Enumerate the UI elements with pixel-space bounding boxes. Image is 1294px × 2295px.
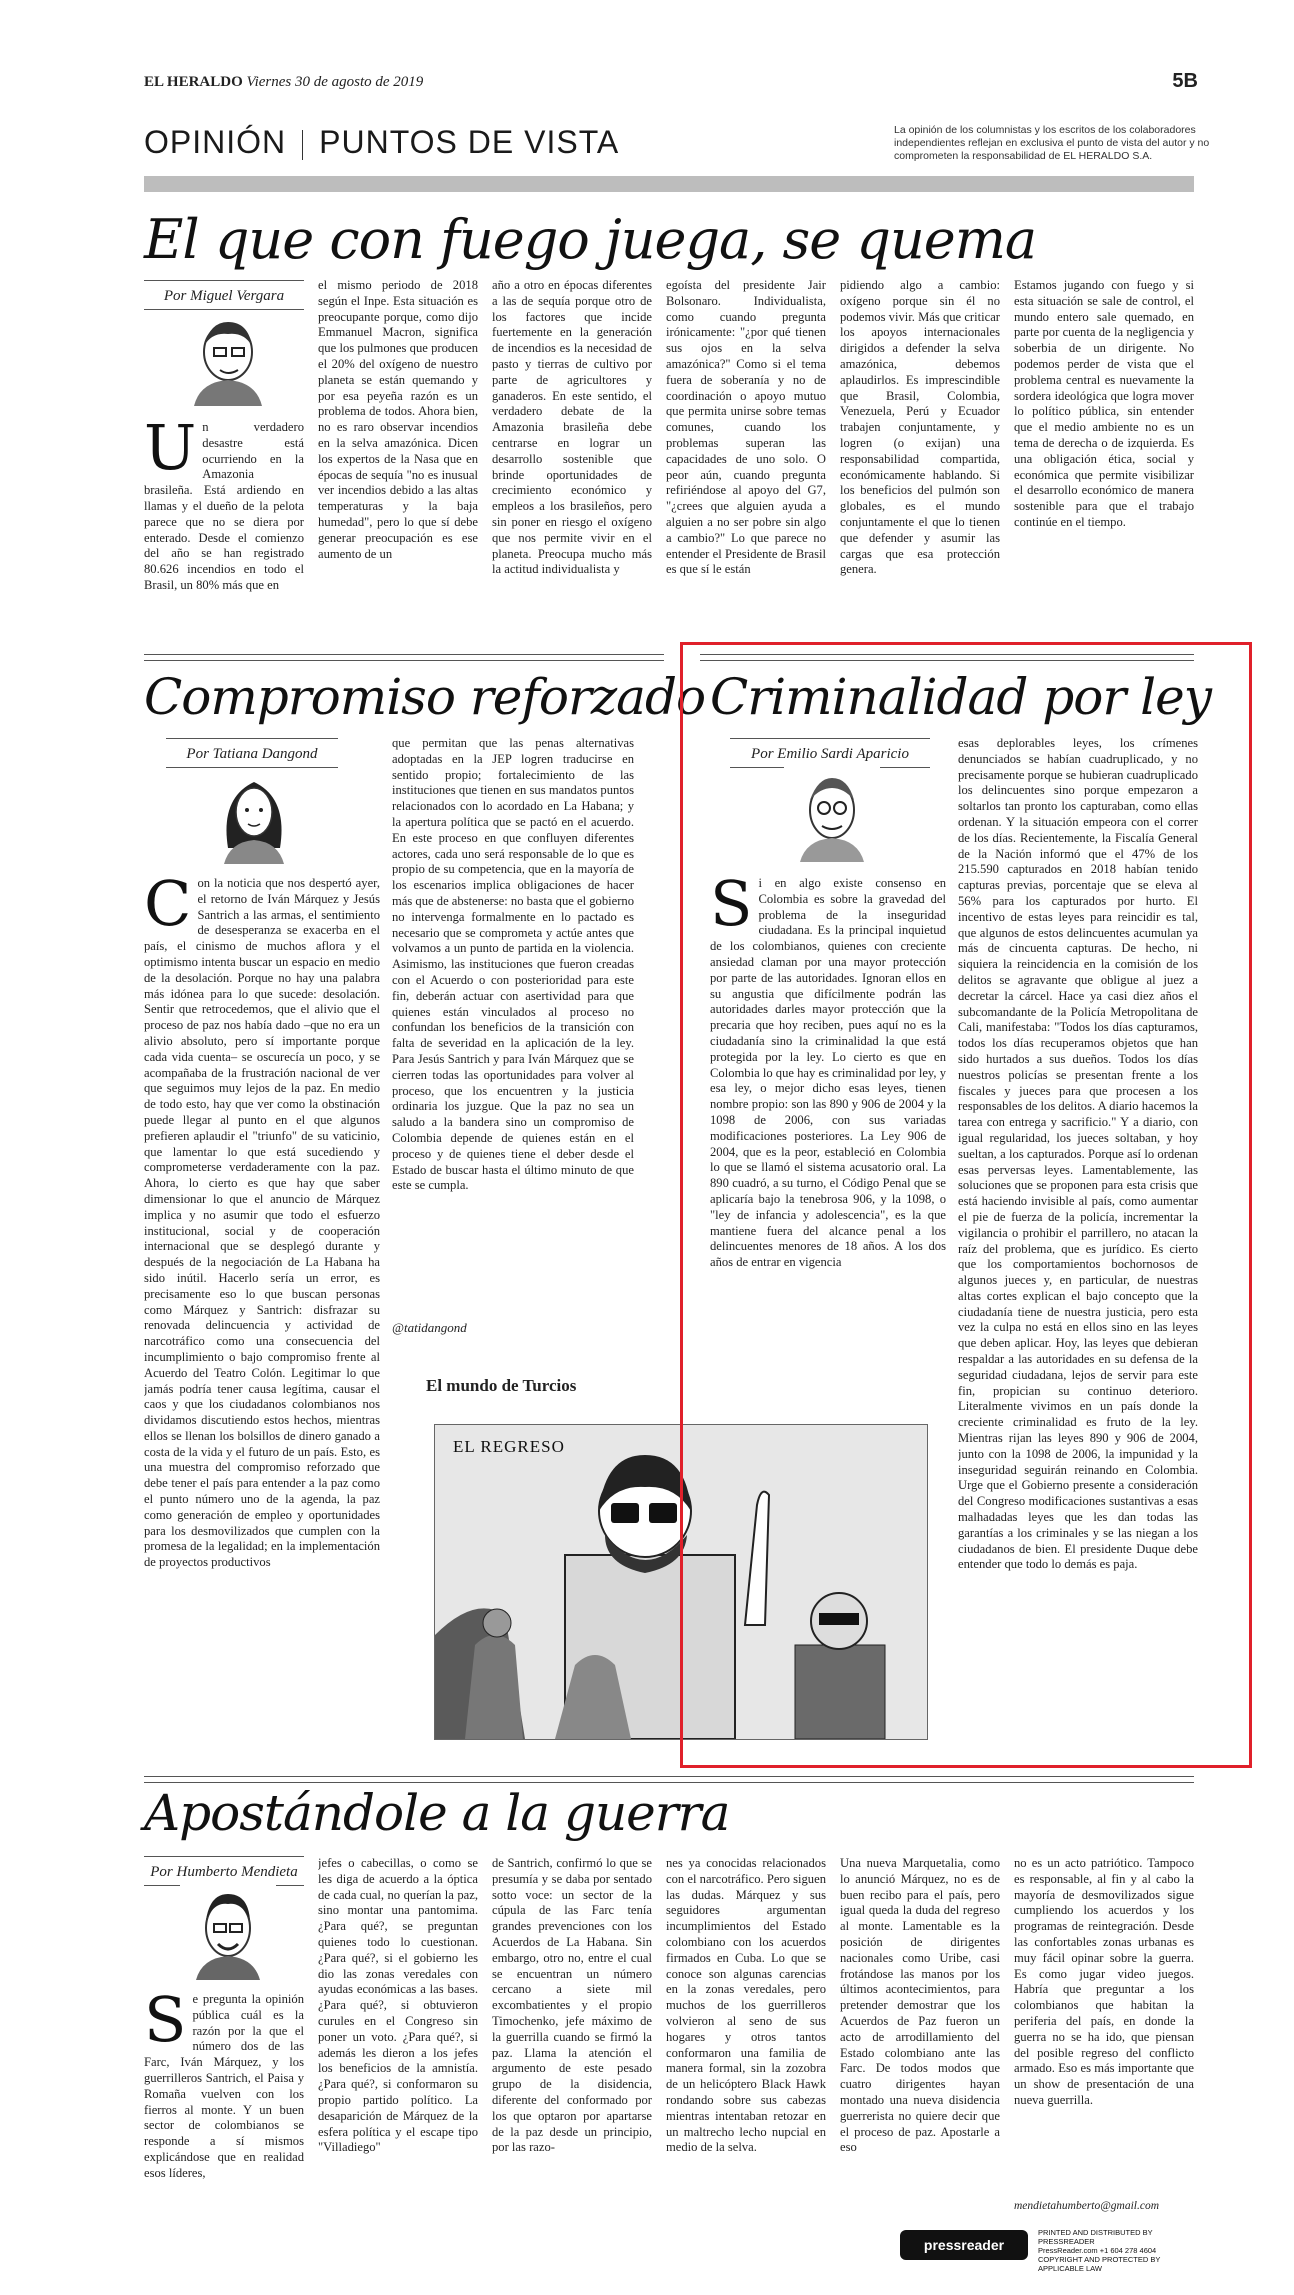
article4-column-1: [144, 1992, 304, 2218]
pressreader-logo: pressreader: [900, 2230, 1028, 2260]
article4-title: Apostándole a la guerra: [144, 1784, 730, 1842]
section-heading: [144, 124, 619, 161]
article4-byline-box: [144, 1856, 304, 1886]
article2-col1-text: on la noticia que nos despertó ayer, el retorno de Iván Márquez y Jesús Santrich a las armas, el sentimiento de desesperanza se exacerba en el país, el cinismo de muchos aflora y el optimismo intenta buscar un espacio en medio de la desolación. Porque no hay una palabra más idónea para lo que sucede: desolación. Sentir que retrocedemos, que el alivio que el proceso de paz nos había dado –que no era un alivio absoluto, pero sí importante porque cada vida cuenta– se oscurecía un poco, y se acompañaba de la frustración nacional de ver que seguimos muy lejos de la paz. En medio de todo esto, hay que ver como la obstinación puede llegar al punto en el que algunos prefieren aplaudir el "triunfo" de su vaticinio, que lamentar lo que está sucediendo y comprometerse verdaderamente con la paz. Ahora, lo cierto es que hay que saber dimensionar lo que el anuncio de Márquez implica y no asumir que todo el esfuerzo institucional, social y de cooperación internacional que se desplegó durante y después de la negociación de La Habana ha sido inútil. Hacerlo sería un error, es precisamente eso lo que buscan personas como Márquez y Santrich: disfrazar su renovada delincuencia y actividad de narcotráfico como una consecuencia del incumplimiento o bajo compromiso frente al Acuerdo del Teatro Colón. Legitimar lo que jamás podría tener causa legítima, causar el caos y que los ciudadanos colombianos nos dividamos discutiendo estos hechos, mientras ellos se llenan los bolsillos de dinero ganado a costa de la vida y el futuro de un país. Esto, es una muestra del compromiso reforzado que debe tener el país para entender a la paz como el punto número uno de la agenda, la paz como generación de empleo y oportunidades para los desmovilizados que cumplen con la promesa de la legalidad; en la implementación de proyectos productivos: [144, 876, 380, 1570]
header-bar: [144, 176, 1194, 192]
portrait-miguel-vergara: [180, 310, 276, 406]
article4-byline: Por Humberto Mendieta: [150, 1864, 298, 1880]
section-divider: [302, 130, 303, 160]
article2-column-2: que permitan que las penas alternativas adoptadas en la JEP logren traducirse en sentido propio; fortalecimiento de las instituciones que tienen en sus mandatos puntos relacionados con lo acordado en La Habana; y la apertura política que se pactó en el acuerdo. En este proceso en que confluyen diferentes actores, cada uno será responsable de lo que es propio de su competencia, que en la mayoría de los escenarios implica obligaciones de hacer más que de abstenerse: no basta que el gobierno no intervenga formalmente en lo pactado es necesario que se comprometa y actúe antes que volvamos a un punto de partida en la violencia. Asimismo, las instituciones que fueron creadas con el Acuerdo o con posterioridad para este fin, deberán actuar con asertividad para que quienes están vinculados al proceso no confundan los beneficios de la transición con falta de severidad en la aplicación de la ley. Para Jesús Santrich y para Iván Márquez que se cierren todas las oportunidades para volver al proceso, que los encuentren y la justicia ordinaria los juzgue. Que la paz no sea un saludo a la bandera sino un compromiso de Colombia depende de quienes están en el proceso y de quienes tiene el deber desde el Estado de buscar hasta el último minuto de que este se cumpla.: [392, 736, 634, 1193]
highlight-box: [680, 642, 1252, 1768]
pressreader-line2: PressReader.com +1 604 278 4604: [1038, 2246, 1157, 2255]
article4-col1-text: e pregunta la opinión pública cuál es la razón por la que el número dos de las Farc, Iván Márquez, y los guerrilleros Santrich, el Paisa y Romaña vuelven con los fierros al monte. Y un buen sector de colombianos se responde a sí mismos explicándose que en realidad esos líderes,: [144, 1992, 304, 2180]
article3-dropcap: S: [710, 876, 753, 940]
article2-dropcap: C: [144, 876, 192, 940]
pressreader-notice: [1038, 2228, 1198, 2273]
article4-email: mendietahumberto@gmail.com: [1014, 2200, 1160, 2212]
article3-title: Criminalidad por ley: [710, 668, 1211, 726]
article3-column-2: esas deplorables leyes, los crímenes denunciados se habían cuadruplicado, y no precisamente porque se hubieran cuadruplicado los delincuentes sino porque empezaron a soltarlos tan pronto los capturaban, como ellas ordenan. Y la situación empeora con el correr de los días. Recientemente, la Fiscalía General de la Nación informó que el 47% de los 215.590 capturados en 2018 habían tenido capturas previas, porcentaje que se eleva al 56% para los capturados por hurto. El incentivo de estas leyes para reincidir es tal, que algunos de estos delincuentes acumulan ya más de cincuenta capturas. De hecho, ni siquiera la reincidencia en la comisión de los delitos se agravante que obligue al juez a decretar la cárcel. Hace ya casi diez años el subcomandante de la Policía Metropolitana de Cali, manifestaba: "Todos los días capturamos, todos los días recuperamos objetos que han sido hurtados a sus dueños. Todos los días nuestros policías se presentan frente a los fiscales y jueces para que procesen a los responsables de los delitos. A diario hacemos la tarea con entrega y sacrificio." Y a diario, con igual regularidad, los jueces soltaban, y hoy sueltan, a los capturados. Porque así lo ordenan esas perversas leyes. Lamentablemente, las soluciones que se proponen para esta crisis que está haciendo invisible al país, como aumentar el pie de fuerza de la policía, incrementar la vigilancia o prohibir el parrillero, no atacan la raíz del problema, que es jurídico. Es cierto que los comportamientos bochornosos de algunos jueces y, en particular, de nuestras altas cortes explican el bajo concepto que la ciudadanía tiene de nuestra justicia, pero esta vez la culpa no está en ellos sino en las leyes que deben aplicar. Hoy, las leyes que debieran respaldar a las autoridades en su defensa de la seguridad ciudadana, lejos de servir para este fin, propician su continuo deterioro. Literalmente vivimos en un país donde la creciente criminalidad es fruto de la ley. Mientras rijan las leyes 890 y 906 de 2004, junto con la 1098 de 2006, la impunidad y la inseguridad seguirán reinando en Colombia. Urge que el Gobierno presente a consideración del Congreso modificaciones sustantivas a esas malhadadas leyes que les dan todas las garantías a los criminales y se las niegan a los ciudadanos de bien. El presidente Duque debe entender que todo lo demás es paja.: [958, 736, 1198, 1572]
divider-left: [144, 654, 664, 661]
portrait-tatiana-dangond: [206, 768, 302, 864]
article3-byline: Por Emilio Sardi Aparicio: [751, 746, 909, 762]
article1-column-5: pidiendo algo a cambio: oxígeno porque sin él no podemos vivir. Más que criticar los apoyos internacionales dirigidos a defender la selva amazónica, debemos aplaudirlos. Es imprescindible que Brasil, Colombia, Venezuela, Perú y Ecuador trabajen conjuntamente, y logren (o exijan) una responsabilidad compartida, económicamente hablando. Si los beneficios del pulmón son globales, es el mundo conjuntamente el que lo tienen que defender y asumir las cargas que esa protección genera.: [840, 278, 1000, 577]
article4-column-6: no es un acto patriótico. Tampoco es responsable, al fin y al cabo la mayoría de desmovilizados sigue cumpliendo los acuerdos y los programas de reintegración. Desde las confortables zonas urbanas es muy fácil opinar sobre la guerra. Es como jugar video juegos. Habría que preguntar a los colombianos que habitan la periferia del país, en donde la guerra no se ha ido, que piensan del posible regreso del conflicto armado. Eso es más importante que un show de presentación de una nueva guerrilla.: [1014, 1856, 1194, 2107]
article4-column-2: jefes o cabecillas, o como se les diga de acuerdo a la óptica de cada cual, no querían la paz, sino montar una pantomima. ¿Para qué?, se preguntan quienes todo lo cuestionan. ¿Para qué?, si el gobierno les dio las zonas veredales con ayudas económicas a las bases. ¿Para qué?, si obtuvieron curules en el Congreso sin poner un voto. ¿Para qué?, si además les dieron a los jefes los beneficios de la amnistía. ¿Para qué?, si conformaron su propio partido político. La desaparición de Márquez de la esfera política y el escape tipo "Villadiego": [318, 1856, 478, 2155]
article4-dropcap: S: [144, 1992, 187, 2056]
portrait-humberto-mendieta: [180, 1884, 276, 1980]
article1-byline: Por Miguel Vergara: [163, 288, 285, 304]
article1-dropcap: U: [144, 420, 197, 484]
cartoon-caption: EL REGRESO: [453, 1437, 565, 1456]
cartoon-section-title: El mundo de Turcios: [426, 1376, 577, 1395]
disclaimer: La opinión de los columnistas y los escritos de los colaboradores independientes reflejan en exclusiva el punto de vista del autor y no comprometen la responsabilidad de EL HERALDO S.A.: [894, 124, 1210, 162]
pressreader-footer: [900, 2224, 1200, 2273]
article4-column-5: Una nueva Marquetalia, como lo anunció Márquez, no es de buen recibo para el país, pero igual queda la duda del regreso al monte. Lamentable es la posición de dirigentes nacionales como Uribe, casi frotándose las manos por los últimos acontecimientos, para pretender demostrar que los Acuerdos de Paz fueron un acto de arrodillamiento del Estado colombiano ante las Farc. De todos modos que cuatro dirigentes hayan montado una nueva disidencia guerrerista no quiere decir que el proceso de paz. Apostarle a eso: [840, 1856, 1000, 2155]
article2-handle: @tatidangond: [392, 1320, 467, 1335]
article2-column-1: [144, 876, 380, 1742]
article4-column-4: nes ya conocidas relacionados con el narcotráfico. Pero siguen las dudas. Márquez y sus seguidores argumentan incumplimientos del Estado colombiano con los acuerdos firmados en Cuba. Lo que se conoce son algunas carencias en la zonas veredales, pero muchos de los guerrilleros volvieron al seno de sus hogares y otros tantos conformaron una familia de manera formal, sin la zozobra de un helicóptero Black Hawk rondando sobre sus cabezas mientras intentaban retozar en un maltrecho lecho nupcial en medio de la selva.: [666, 1856, 826, 2155]
article2-title: Compromiso reforzado: [144, 668, 706, 726]
divider-bottom: [144, 1776, 1194, 1783]
page-number: 5B: [1172, 70, 1198, 92]
article1-title: El que con fuego juega, se quema: [144, 208, 1037, 271]
issue-date: Viernes 30 de agosto de 2019: [246, 74, 424, 90]
article1-column-3: año a otro en épocas diferentes a las de sequía porque otro de los factores que incide fuertemente en la generación de incendios es la necesidad de pasto y tierras de cultivo por parte de agricultores y ganaderos. En este sentido, el verdadero debate de la Amazonia brasileña debe centrarse en lograr un desarrollo sostenible que brinde oportunidades de crecimiento económico y empleos a los brasileños, pero sin poner en riesgo el oxígeno que nos permite vivir en el planeta. Preocupa mucho más la actitud individualista y: [492, 278, 652, 577]
paper-name: EL HERALDO: [144, 74, 243, 90]
article2-byline-box: [166, 738, 338, 768]
article1-column-4: egoísta del presidente Jair Bolsonaro. Individualista, como cuando pregunta irónicamente: "¿por qué tienen sus ojos en la selva amazónica?" Como si el tema fuera de soberanía y no de coordinación o apoyo mutuo que permita unirse sobre temas comunes, cuando los problemas superan las capacidades de uno solo. O peor aún, cuando pregunta refiriéndose al apoyo del G7, "¿crees que alguien ayuda a alguien a no ser pobre sin algo a cambio?" Lo que parece no entender el Presidente de Brasil es que sí le están: [666, 278, 826, 577]
article4-column-3: de Santrich, confirmó lo que se presumía y se daba por sentado sotto voce: un sector de la cúpula de las Farc tenía grandes prevenciones con los Acuerdos de La Habana. Sin embargo, otro no, entre el cual se encuentran un número cercano a siete mil excombatientes y el propio Timochenko, jefe máximo de la guerrilla cuando se firmó la paz. Llama la atención el argumento de este pesado grupo de la disidencia, diferente del conformado por los que optaron por apartarse de la paz desde un principio, por las razo-: [492, 1856, 652, 2155]
pressreader-line3: COPYRIGHT AND PROTECTED BY APPLICABLE LAW: [1038, 2255, 1161, 2273]
article1-column-6: Estamos jugando con fuego y si esta situación se sale de control, el mundo entero sale quemado, en parte por cuenta de la negligencia y soberbia de un dirigente. No podemos perder de vista que el problema central es nuevamente la sordera ideológica que logra mover lo político pública, sin entender que el medio ambiente no es un tema de derecha o de izquierda. Es una obligación ética, social y económica que permite visibilizar el desarrollo económico de manera sostenible para que el trabajo continúe en el tiempo.: [1014, 278, 1194, 529]
masthead: [144, 74, 423, 91]
article1-col1-text: n verdadero desastre está ocurriendo en la Amazonia brasileña. Está ardiendo en llamas y el dueño de la pelota parece que no se diera por enterado. Desde el comienzo del año se han registrado 80.626 incendios en todo el Brasil, un 80% más que en: [144, 420, 304, 592]
article1-column-1: [144, 420, 304, 605]
pressreader-line1: PRINTED AND DISTRIBUTED BY PRESSREADER: [1038, 2228, 1153, 2246]
article1-byline-box: [144, 280, 304, 310]
section-label: OPINIÓN: [144, 124, 287, 160]
article2-byline: Por Tatiana Dangond: [186, 746, 318, 762]
subsection-label: PUNTOS DE VISTA: [319, 124, 620, 160]
article1-column-2: el mismo periodo de 2018 según el Inpe. Esta situación es preocupante porque, como dijo Emmanuel Macron, significa que los pulmones que producen el 20% del oxígeno de nuestro planeta se están quemando y por esa peyeña razón es un problema de todos. Ahora bien, no es raro observar incendios en la selva amazónica. Dicen los expertos de la Nasa que en épocas de sequía "no es inusual ver incendios debido a las altas temperaturas y la baja humedad", pero lo que sí debe generar preocupación es ese aumento de un: [318, 278, 478, 561]
article3-col1-text: i en algo existe consenso en Colombia es sobre la gravedad del problema de la inseguridad ciudadana. Es la principal inquietud de los colombianos, quienes con creciente ansiedad claman por una mayor protección por parte de las autoridades. Ignoran ellos en su angustia que difícilmente podrán las autoridades darles mayor protección que la precaria que hoy reciben, pues aquí no es la ciudadanía sino la criminalidad la que está protegida por la ley. Lo cierto es que en Colombia lo que hay es criminalidad por ley, y esa ley, o mejor dicho esas leyes, tienen nombre propio: son las 890 y 906 de 2004 y la 1098 de 2006, con sus variadas modificaciones posteriores. La Ley 906 de 2004, que es la peor, estableció en Colombia lo que se llamó el sistema acusatorio oral. La 890 cuadró, a su turno, el Código Penal que se aplicaría bajo la tenebrosa 906, y la 1098, o "ley de infancia y adolescencia", es la que mantiene fuera del alcance penal a los delincuentes menores de 18 años. A los dos años de entrar en vigencia: [710, 876, 946, 1270]
